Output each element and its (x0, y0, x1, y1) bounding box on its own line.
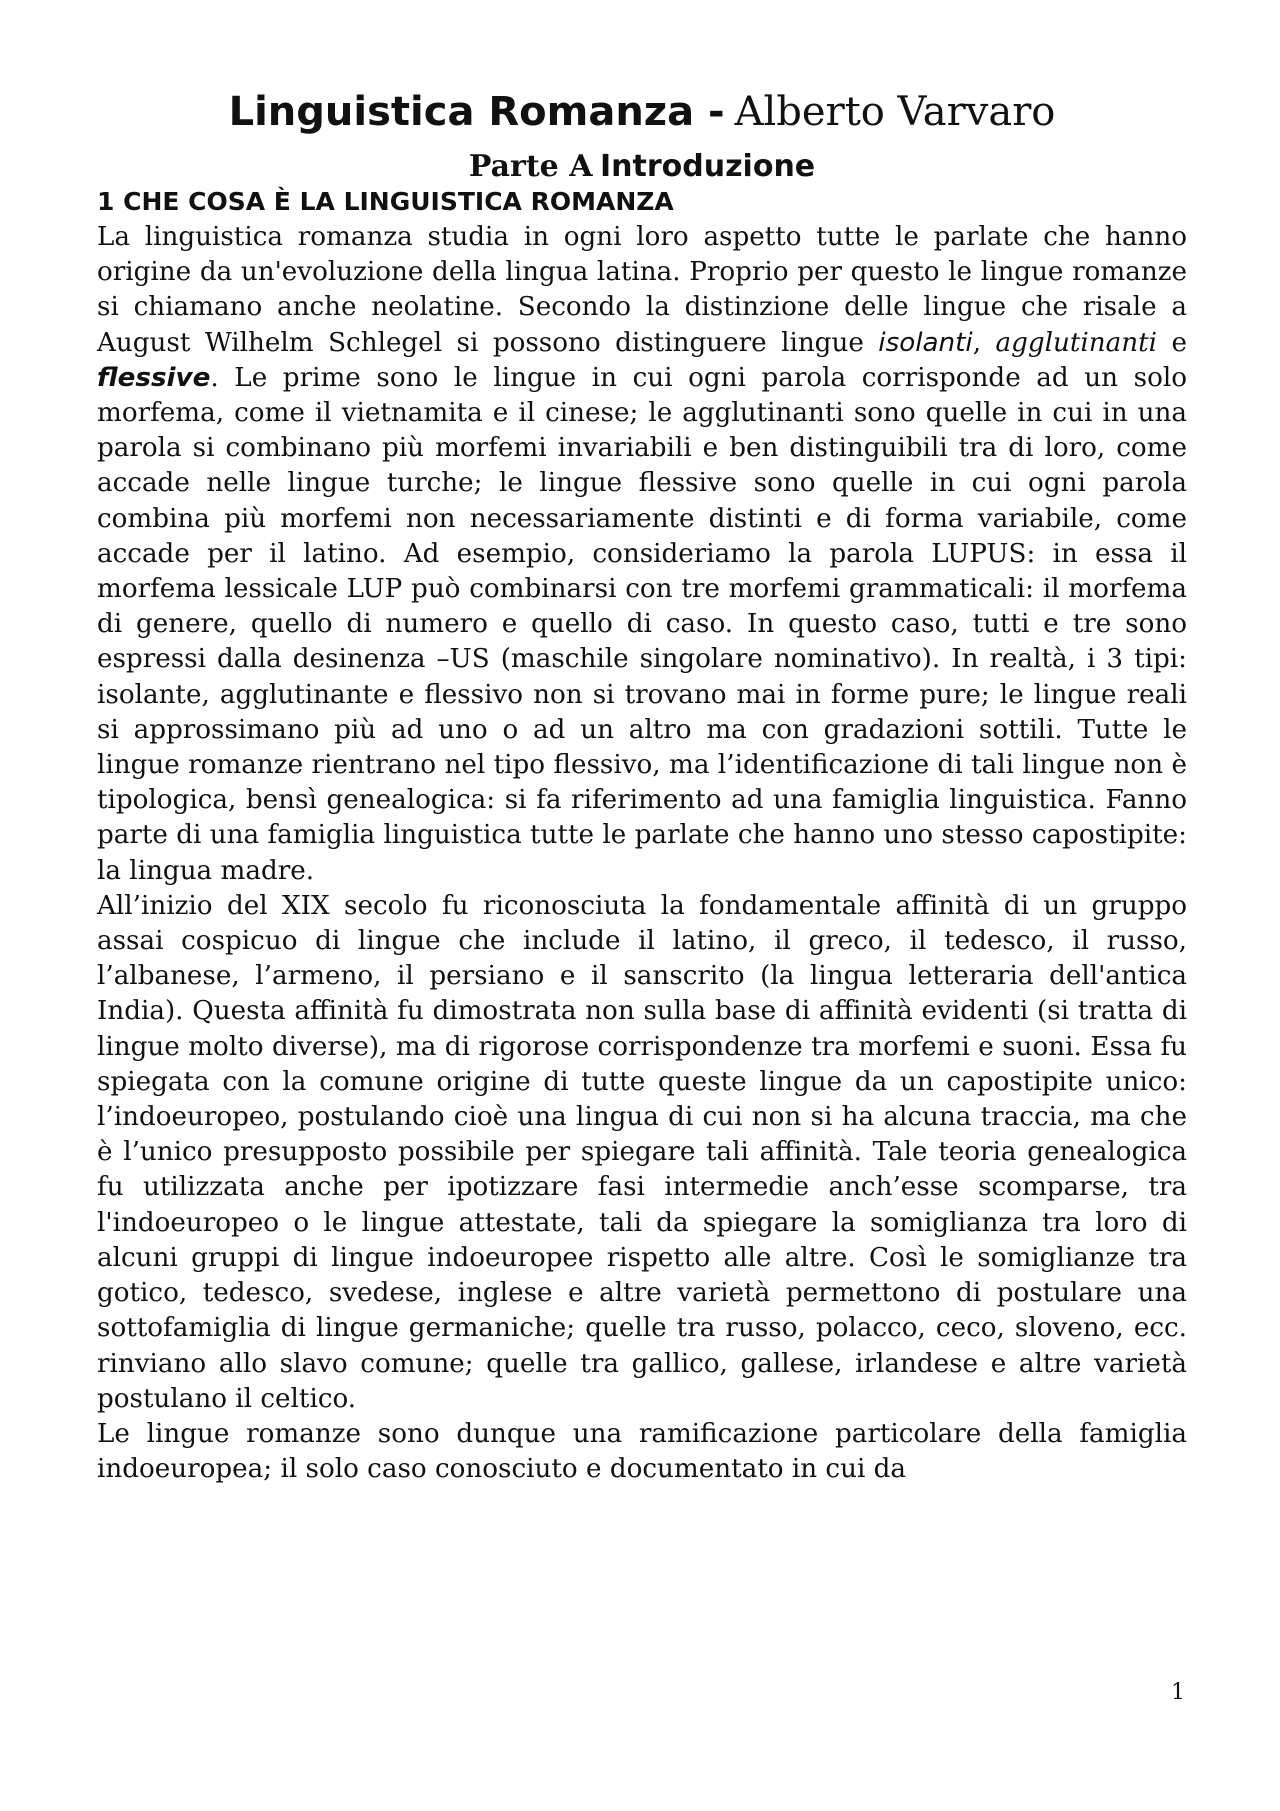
paragraph-text: . Le prime sono le lingue in cui ogni parola corrisponde ad un solo morfema, come il vietnamita e il cinese; le agglutinanti sono quelle in cui in una parola si combinano più morfemi invariabili e ben distinguibili tra di loro, come accade nelle lingue turche; le lingue flessive sono quelle in cui ogni parola combina più morfemi non necessariamente distinti e di forma variabile, come accade per il latino. Ad esempio, consideriamo la parola LUPUS: in essa il morfema lessicale LUP può combinarsi con tre morfemi grammaticali: il morfema di genere, quello di numero e quello di caso. In questo caso, tutti e tre sono espressi dalla desinenza –US (maschile singolare nominativo). In realtà, i 3 tipi: isolante, agglutinante e flessivo non si trovano mai in forme pure; le lingue reali si approssimano più ad uno o ad un altro ma con gradazioni sottili. Tutte le lingue romanze rientrano nel tipo flessivo, ma l’identificazione di tali lingue non è tipologica, bensì genealogica: si fa riferimento ad una famiglia linguistica. Fanno parte di una famiglia linguistica tutte le parlate che hanno uno stesso capostipite: la lingua madre. (97, 362, 1187, 886)
paragraph-text: e (1157, 327, 1188, 358)
paragraph-romance-family: Le lingue romanze sono dunque una ramificazione particolare della famiglia indoeuropea; il solo caso conosciuto e documentato in cui da (97, 1418, 1187, 1485)
title-author: Alberto Varvaro (734, 89, 1056, 135)
part-title: Introduzione (600, 149, 816, 184)
document-page (97, 86, 1187, 1487)
term-flessive: flessive (97, 362, 211, 393)
part-heading (97, 148, 1187, 186)
term-isolanti: isolanti (878, 327, 973, 358)
paragraph-definition (97, 220, 1187, 889)
title-main: Linguistica Romanza - (228, 89, 725, 135)
chapter-heading: 1 CHE COSA È LA LINGUISTICA ROMANZA (97, 187, 674, 216)
page-number: 1 (1171, 1680, 1185, 1705)
document-title (97, 86, 1187, 138)
part-label: Parte A (468, 149, 593, 184)
paragraph-text: La linguistica romanza studia in ogni loro aspetto tutte le parlate che hanno origine da un'evoluzione della lingua latina. Proprio per questo le lingue romanze si chiamano anche neolatine. Secondo la distinzione delle lingue che risale a August Wilhelm Schlegel si possono distinguere lingue (97, 222, 1187, 358)
paragraph-text: , (972, 327, 996, 358)
paragraph-indoeuropean: All’inizio del XIX secolo fu riconosciuta la fondamentale affinità di un gruppo assai cospicuo di lingue che include il latino, il greco, il tedesco, il russo, l’albanese, l’armeno, il persiano e il sanscrito (la lingua letteraria dell'antica India). Questa affinità fu dimostrata non sulla base di affinità evidenti (si tratta di lingue molto diverse), ma di rigorose corrispondenze tra morfemi e suoni. Essa fu spiegata con la comune origine di tutte queste lingue da un capostipite unico: l’indoeuropeo, postulando cioè una lingua di cui non si ha alcuna traccia, ma che è l’unico presupposto possibile per spiegare tali affinità. Tale teoria genealogica fu utilizzata anche per ipotizzare fasi intermedie anch’esse scomparse, tra l'indoeuropeo o le lingue attestate, tali da spiegare la somiglianza tra loro di alcuni gruppi di lingue indoeuropee rispetto alle altre. Così le somiglianze tra gotico, tedesco, svedese, inglese e altre varietà permettono di postulare una sottofamiglia di lingue germaniche; quelle tra russo, polacco, ceco, sloveno, ecc. rinviano allo slavo comune; quelle tra gallico, gallese, irlandese e altre varietà postulano il celtico. (97, 890, 1187, 1414)
term-agglutinanti: agglutinanti (995, 327, 1158, 358)
